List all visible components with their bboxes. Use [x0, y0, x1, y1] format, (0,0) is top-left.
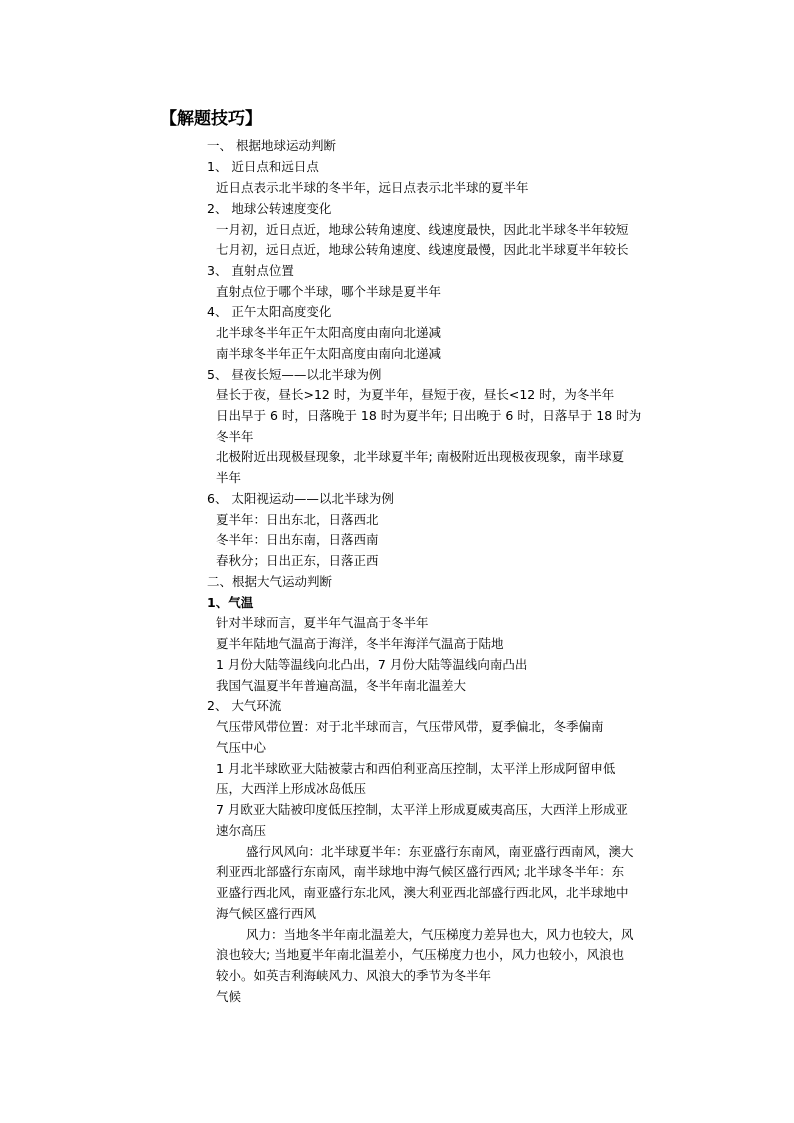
text-line: 7 月欧亚大陆被印度低压控制，太平洋上形成夏威夷高压，大西洋上形成亚 [216, 802, 628, 817]
text-line: 亚盛行西北风，南亚盛行东北风，澳大利亚西北部盛行西北风，北半球地中 [216, 885, 629, 900]
text-line: 夏半年：日出东北，日落西北 [216, 512, 379, 527]
text-line: 春秋分；日出正东，日落正西 [216, 553, 379, 568]
section-heading: 一、 根据地球运动判断 [207, 138, 336, 153]
text-line: 海气候区盛行西风 [216, 906, 317, 921]
text-line: 盛行风风向：北半球夏半年：东亚盛行东南风，南亚盛行西南风，澳大 [246, 844, 634, 859]
text-line: 直射点位于哪个半球，哪个半球是夏半年 [216, 284, 442, 299]
text-line: 半年 [216, 470, 242, 485]
text-line: 气候 [216, 989, 242, 1004]
subsection-heading: 3、 直射点位置 [207, 263, 294, 278]
text-line: 北半球冬半年正午太阳高度由南向北递减 [216, 325, 442, 340]
text-line: 气压中心 [216, 740, 267, 755]
text-line: 气压带风带位置：对于北半球而言，气压带风带，夏季偏北，冬季偏南 [216, 719, 604, 734]
text-line: 速尔高压 [216, 823, 267, 838]
text-line: 风力：当地冬半年南北温差大，气压梯度力差异也大，风力也较大，风 [246, 927, 634, 942]
subsection-heading: 1、 近日点和远日点 [207, 159, 319, 174]
subsection-heading: 1、气温 [207, 595, 254, 610]
subsection-heading: 4、 正午太阳高度变化 [207, 304, 332, 319]
text-line: 冬半年：日出东南，日落西南 [216, 532, 379, 547]
text-line: 七月初，远日点近，地球公转角速度、线速度最慢，因此北半球夏半年较长 [216, 242, 629, 257]
text-line: 较小。如英吉利海峡风力、风浪大的季节为冬半年 [216, 968, 492, 983]
text-line: 1 月份大陆等温线向北凸出，7 月份大陆等温线向南凸出 [216, 657, 528, 672]
subsection-heading: 2、 大气环流 [207, 698, 282, 713]
text-line: 1 月北半球欧亚大陆被蒙古和西伯利亚高压控制，太平洋上形成阿留申低 [216, 761, 616, 776]
text-line: 北极附近出现极昼现象，北半球夏半年; 南极附近出现极夜现象，南半球夏 [216, 449, 625, 464]
page-title: 【解题技巧】 [160, 109, 262, 129]
text-line: 浪也较大; 当地夏半年南北温差小，气压梯度力也小，风力也较小，风浪也 [216, 947, 625, 962]
text-line: 近日点表示北半球的冬半年，远日点表示北半球的夏半年 [216, 180, 529, 195]
text-line: 一月初，近日点近，地球公转角速度、线速度最快，因此北半球冬半年较短 [216, 222, 629, 237]
subsection-heading: 5、 昼夜长短——以北半球为例 [207, 367, 382, 382]
text-line: 日出早于 6 时，日落晚于 18 时为夏半年; 日出晚于 6 时，日落早于 18 时为 [216, 408, 642, 423]
text-line: 冬半年 [216, 429, 254, 444]
text-line: 南半球冬半年正午太阳高度由南向北递减 [216, 346, 442, 361]
text-line: 针对半球而言，夏半年气温高于冬半年 [216, 615, 429, 630]
subsection-heading: 2、 地球公转速度变化 [207, 201, 332, 216]
text-line: 夏半年陆地气温高于海洋，冬半年海洋气温高于陆地 [216, 636, 504, 651]
text-line: 利亚西北部盛行东南风，南半球地中海气候区盛行西风; 北半球冬半年：东 [216, 864, 625, 879]
text-line: 昼长于夜，昼长>12 时，为夏半年，昼短于夜，昼长<12 时，为冬半年 [216, 387, 615, 402]
text-line: 压，大西洋上形成冰岛低压 [216, 781, 367, 796]
subsection-heading: 6、 太阳视运动——以北半球为例 [207, 491, 394, 506]
text-line: 我国气温夏半年普遍高温，冬半年南北温差大 [216, 678, 467, 693]
section-heading: 二、根据大气运动判断 [207, 574, 333, 589]
